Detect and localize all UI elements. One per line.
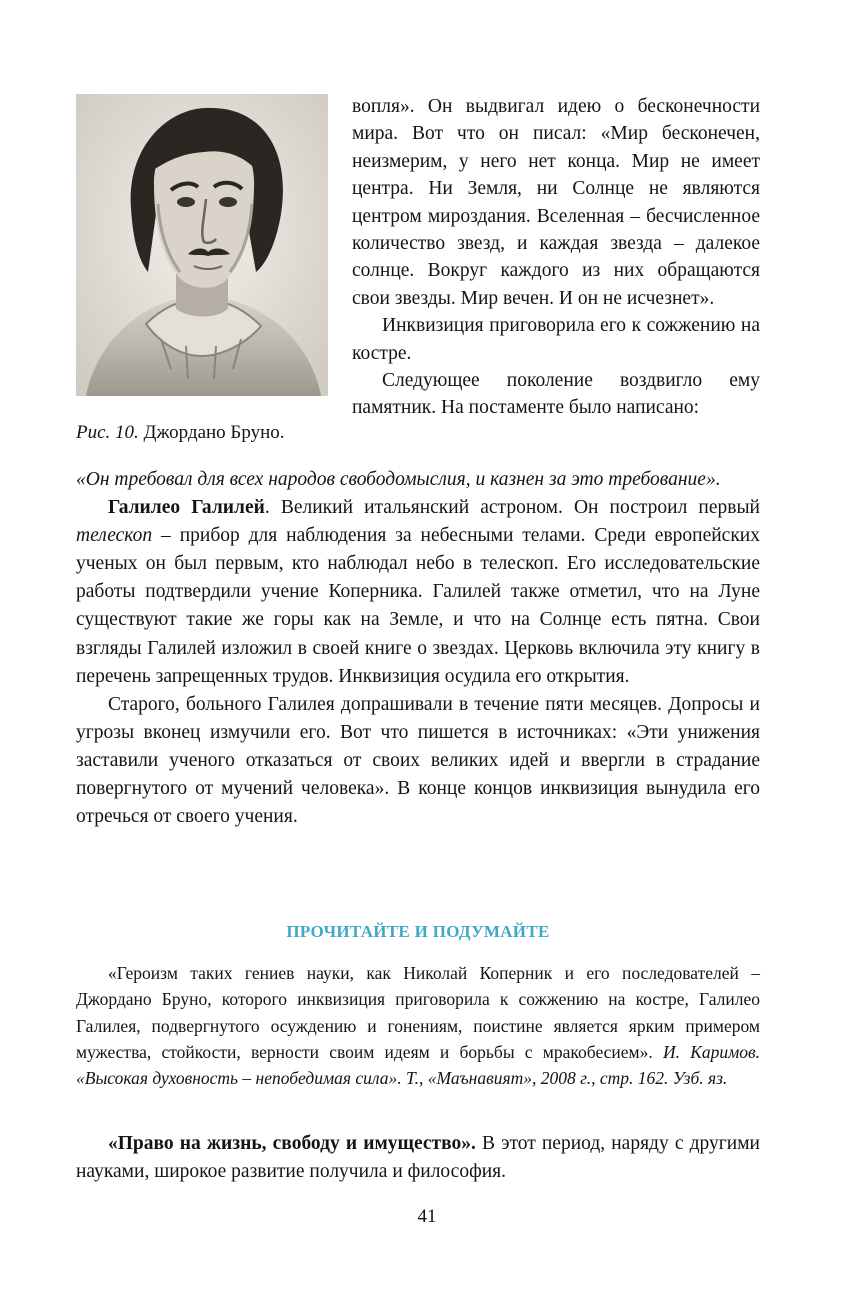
paragraph-inquisition-sentence: Инквизиция приговорила его к сожжению на костре. bbox=[352, 315, 760, 364]
paragraph-galileo bbox=[76, 494, 760, 691]
wrapped-text-column bbox=[352, 93, 760, 422]
galileo-name: Галилео Галилей bbox=[108, 497, 265, 519]
main-text-block bbox=[76, 466, 760, 831]
quote-text: «Героизм таких гениев науки, как Николай Коперник и его последователей – Джордано Бруно, которого инквизиция приговорила к сожжению на костре, Галилео Галилея, подвергнутого осуждению и гонениям, поистине является ярким примером мужества, стойкости, верности своим идеям и борьбы с мракобесием». bbox=[76, 963, 760, 1062]
paragraph-monument: Следующее поколение воздвигло ему памятник. На постаменте было написано: bbox=[352, 370, 760, 419]
galileo-text-1: . Великий итальянский астроном. Он построил первый bbox=[264, 497, 760, 519]
paragraph-interrogation: Старого, больного Галилея допрашивали в течение пяти месяцев. Допросы и угрозы вконец измучили его. Вот что пишется в источниках: «Эти унижения заставили ученого отказаться от своих великих идей и ввергли в страдание повергнутого от мучений человека». В конце концов инквизиция вынудила его отречься от своего учения. bbox=[76, 693, 760, 828]
galileo-term-telescope: телескоп bbox=[76, 525, 153, 547]
quote-paragraph bbox=[76, 960, 760, 1091]
rights-text: В этот период, наряду с другими науками, широкое развитие получила и философия. bbox=[76, 1133, 760, 1183]
page-number: 41 bbox=[417, 1206, 437, 1227]
quote-source: И. Каримов. «Высокая духовность – непобедимая сила». Т., «Маънавият», 2008 г., стр. 162. Узб. яз. bbox=[76, 1041, 760, 1089]
figure-caption-label: Рис. 10. bbox=[76, 422, 139, 443]
figure-caption-text: Джордано Бруно. bbox=[143, 422, 285, 443]
section-heading: ПРОЧИТАЙТЕ И ПОДУМАЙТЕ bbox=[286, 922, 550, 941]
monument-inscription: «Он требовал для всех народов свободомыслия, и казнен за это требование». bbox=[76, 469, 721, 490]
rights-block bbox=[76, 1130, 760, 1186]
rights-title: «Право на жизнь, свободу и имущество». bbox=[108, 1133, 476, 1154]
galileo-text-2: – прибор для наблюдения за небесными телами. Среди европейских ученых он был первым, кто наблюдал небо в телескоп. Его исследовательские работы подтвердили учение Коперника. Галилей также отметил, что на Луне существуют такие же горы как на Земле, и что на Солнце есть пятна. Свои взгляды Галилей изложил в своей книге о звездах. Церковь включила эту книгу в перечень запрещенных трудов. Инквизиция осудила его открытия. bbox=[76, 525, 760, 687]
paragraph-bruno-infinity: вопля». Он выдвигал идею о бесконечности мира. Вот что он писал: «Мир бесконечен, неизмерим, у него нет конца. Мир не имеет центра. Ни Земля, ни Солнце не являются центром мироздания. Вселенная – бесчисленное количество звезд, и каждая звезда – далекое солнце. Вокруг каждого из них обращаются свои звезды. Мир вечен. И он не исчезнет». bbox=[352, 96, 760, 309]
quote-block bbox=[76, 960, 760, 1091]
figure-caption bbox=[76, 420, 336, 446]
giordano-bruno-portrait-illustration bbox=[76, 94, 328, 396]
portrait-image bbox=[76, 94, 328, 396]
paragraph-rights bbox=[76, 1130, 760, 1186]
